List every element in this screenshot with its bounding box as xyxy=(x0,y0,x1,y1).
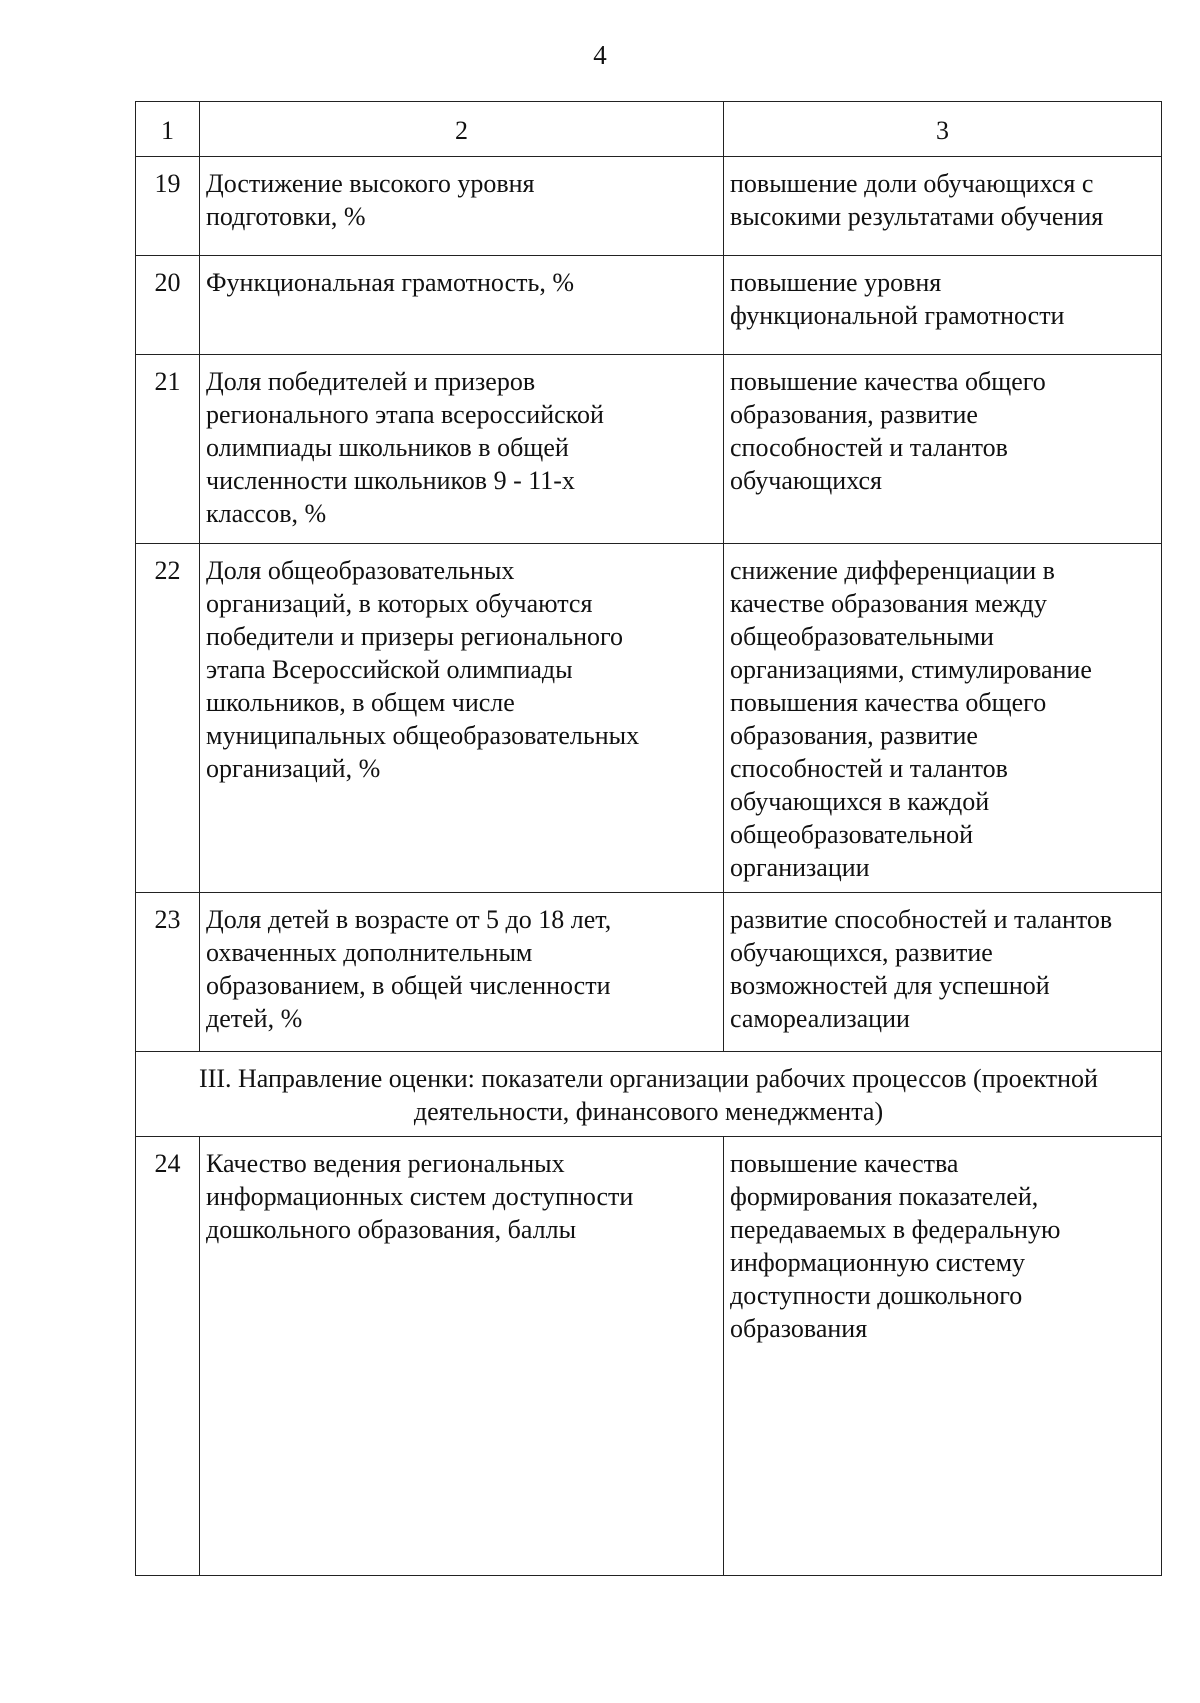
goal-text-line: передаваемых в федеральную xyxy=(730,1215,1061,1244)
goal-text-line: способностей и талантов xyxy=(730,433,1008,462)
indicator-text-line: олимпиады школьников в общей xyxy=(206,433,569,462)
table-row xyxy=(136,893,1162,1052)
section-heading xyxy=(136,1052,1162,1137)
indicator-text-line: численности школьников 9 - 11-х xyxy=(206,466,575,495)
indicators-table xyxy=(135,101,1162,1576)
goal-text-line: повышение качества xyxy=(730,1149,959,1178)
goal-text-line: образования xyxy=(730,1314,868,1343)
goal-text-line: образования, развитие xyxy=(730,400,978,429)
goal-text-line: информационную систему xyxy=(730,1248,1026,1277)
goal-text-line: общеобразовательными xyxy=(730,622,994,651)
goal-text-line: общеобразовательной xyxy=(730,820,974,849)
indicator-text-line: регионального этапа всероссийской xyxy=(206,400,604,429)
goal-text-line: повышение уровня xyxy=(730,268,942,297)
goal-text-line: качестве образования между xyxy=(730,589,1047,618)
indicator-text-line: школьников, в общем числе xyxy=(206,688,515,717)
indicator-text-line: дошкольного образования, баллы xyxy=(206,1215,577,1244)
table-row xyxy=(136,157,1162,256)
goal-cell xyxy=(724,544,1162,893)
table-body xyxy=(136,102,1162,1576)
table-row xyxy=(136,1137,1162,1576)
goal-text-line: повышение качества общего xyxy=(730,367,1046,396)
indicator-text-line: организаций, в которых обучаются xyxy=(206,589,593,618)
indicator-cell xyxy=(200,544,724,893)
indicator-text-line: Функциональная грамотность, % xyxy=(206,268,574,297)
goal-text-line: доступности дошкольного xyxy=(730,1281,1023,1310)
goal-cell xyxy=(724,1137,1162,1576)
goal-text-line: функциональной грамотности xyxy=(730,301,1065,330)
goal-cell xyxy=(724,355,1162,544)
goal-text-line: формирования показателей, xyxy=(730,1182,1039,1211)
column-header-2: 2 xyxy=(200,102,724,157)
indicator-text-line: классов, % xyxy=(206,499,327,528)
indicator-text-line: Качество ведения региональных xyxy=(206,1149,565,1178)
indicator-text-line: организаций, % xyxy=(206,754,381,783)
indicator-cell xyxy=(200,1137,724,1576)
indicator-text-line: Достижение высокого уровня xyxy=(206,169,535,198)
section-heading-line: III. Направление оценки: показатели организации рабочих процессов (проектной xyxy=(199,1064,1098,1093)
goal-text-line: организациями, стимулирование xyxy=(730,655,1092,684)
indicator-text-line: Доля детей в возрасте от 5 до 18 лет, xyxy=(206,905,612,934)
goal-cell xyxy=(724,256,1162,355)
indicator-cell xyxy=(200,893,724,1052)
goal-text-line: повышения качества общего xyxy=(730,688,1047,717)
row-number: 19 xyxy=(136,157,200,256)
indicator-text-line: подготовки, % xyxy=(206,202,366,231)
goal-text-line: организации xyxy=(730,853,870,882)
goal-text-line: возможностей для успешной xyxy=(730,971,1050,1000)
indicator-text-line: детей, % xyxy=(206,1004,303,1033)
goal-text-line: обучающихся в каждой xyxy=(730,787,990,816)
row-number: 22 xyxy=(136,544,200,893)
indicator-cell xyxy=(200,157,724,256)
row-number: 24 xyxy=(136,1137,200,1576)
goal-text-line: снижение дифференциации в xyxy=(730,556,1055,585)
indicator-text-line: победители и призеры регионального xyxy=(206,622,624,651)
table-row xyxy=(136,256,1162,355)
indicator-cell xyxy=(200,355,724,544)
indicator-text-line: охваченных дополнительным xyxy=(206,938,533,967)
column-header-3: 3 xyxy=(724,102,1162,157)
goal-text-line: повышение доли обучающихся с xyxy=(730,169,1094,198)
table-row xyxy=(136,544,1162,893)
indicator-text-line: этапа Всероссийской олимпиады xyxy=(206,655,573,684)
goal-text-line: самореализации xyxy=(730,1004,910,1033)
indicator-text-line: муниципальных общеобразовательных xyxy=(206,721,640,750)
indicator-text-line: образованием, в общей численности xyxy=(206,971,611,1000)
section-heading-row xyxy=(136,1052,1162,1137)
goal-text-line: образования, развитие xyxy=(730,721,978,750)
row-number: 21 xyxy=(136,355,200,544)
indicator-text-line: Доля общеобразовательных xyxy=(206,556,515,585)
goal-text-line: высокими результатами обучения xyxy=(730,202,1104,231)
section-heading-line: деятельности, финансового менеджмента) xyxy=(413,1097,884,1126)
page-number: 4 xyxy=(593,40,607,70)
goal-text-line: способностей и талантов xyxy=(730,754,1008,783)
goal-text-line: развитие способностей и талантов xyxy=(730,905,1113,934)
goal-text-line: обучающихся, развитие xyxy=(730,938,993,967)
table-row xyxy=(136,355,1162,544)
goal-cell xyxy=(724,157,1162,256)
goal-text-line: обучающихся xyxy=(730,466,882,495)
goal-cell xyxy=(724,893,1162,1052)
row-number: 20 xyxy=(136,256,200,355)
table-header-row xyxy=(136,102,1162,157)
indicator-text-line: Доля победителей и призеров xyxy=(206,367,536,396)
row-number: 23 xyxy=(136,893,200,1052)
indicator-cell xyxy=(200,256,724,355)
indicator-text-line: информационных систем доступности xyxy=(206,1182,634,1211)
column-header-1: 1 xyxy=(136,102,200,157)
